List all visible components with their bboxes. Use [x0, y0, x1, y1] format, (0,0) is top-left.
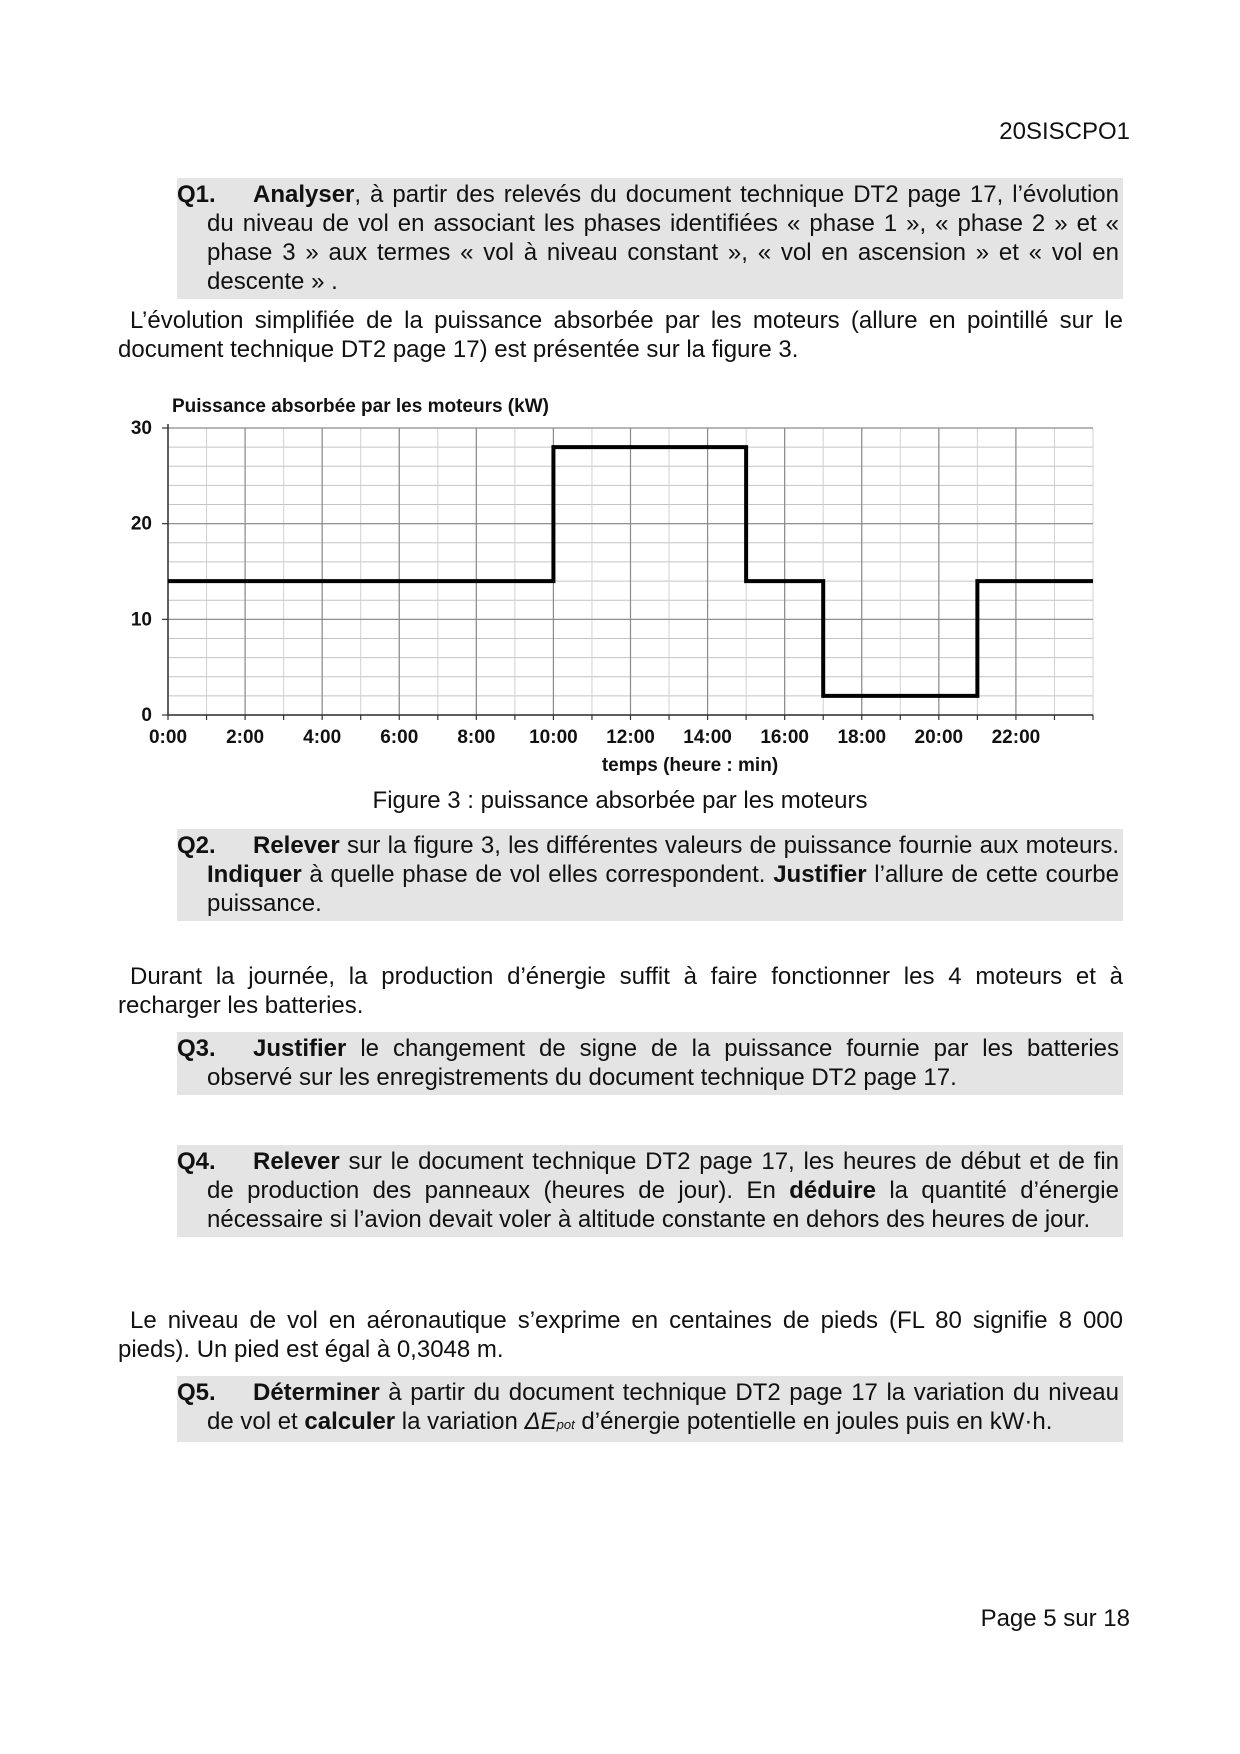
chart-xlabel: temps (heure : min) — [601, 755, 779, 776]
axes — [162, 424, 1093, 720]
y-tick-label: 30 — [130, 418, 152, 439]
question-q5 — [177, 1376, 1123, 1442]
question-text: , à partir des relevés du document technique DT2 page 17, l’évolution du niveau de vol en associant les phases identifiées « phase 1 », « phase 2 » et « phase 3 » aux termes « vol à niveau constant », « vol en ascension » et « vol en descente » . — [207, 181, 1119, 295]
action-verb: Relever — [253, 1148, 340, 1175]
x-tick-label: 22:00 — [991, 727, 1041, 748]
document-code: 20SISCPO1 — [999, 118, 1130, 145]
action-verb: Indiquer — [207, 861, 302, 888]
action-verb: déduire — [789, 1177, 876, 1204]
paragraph-flight-level: Le niveau de vol en aéronautique s’exprime en centaines de pieds (FL 80 signifie 8 000 pieds). Un pied est égal à 0,3048 m. — [118, 1307, 1123, 1363]
question-q3 — [177, 1032, 1123, 1095]
energy-symbol-subscript: pot — [556, 1417, 575, 1432]
action-verb: Déterminer — [253, 1379, 380, 1406]
x-tick-label: 18:00 — [837, 727, 887, 748]
question-number: Q1. — [177, 181, 216, 208]
question-number: Q3. — [177, 1035, 216, 1062]
x-tick-label: 10:00 — [529, 727, 578, 748]
action-verb: Analyser — [253, 181, 355, 208]
x-tick-label: 20:00 — [914, 727, 964, 748]
action-verb: calculer — [304, 1408, 396, 1435]
paragraph-intro-figure: L’évolution simplifiée de la puissance absorbée par les moteurs (allure en pointillé sur le document technique DT2 page 17) est présentée sur la figure 3. — [118, 307, 1123, 363]
paragraph-energy: Durant la journée, la production d’énergie suffit à faire fonctionner les 4 moteurs et à recharger les batteries. — [118, 963, 1123, 1019]
x-tick-label: 6:00 — [380, 727, 419, 748]
x-tick-label: 0:00 — [148, 727, 188, 748]
figure-caption: Figure 3 : puissance absorbée par les moteurs — [372, 787, 868, 814]
grid-major — [168, 428, 1093, 715]
question-text: d’énergie potentielle en joules puis en kW·h. — [574, 1408, 1053, 1435]
question-q4 — [177, 1145, 1123, 1237]
question-text: le changement de signe de la puissance fournie par les batteries observé sur les enregistrements du document technique DT2 page 17. — [207, 1035, 1119, 1091]
x-tick-label: 12:00 — [606, 727, 655, 748]
page-number: Page 5 sur 18 — [980, 1605, 1130, 1632]
x-tick-label: 16:00 — [760, 727, 809, 748]
question-text: l’allure de cette courbe puissance. — [207, 861, 1119, 917]
y-tick-label: 0 — [141, 705, 152, 726]
action-verb: Justifier — [773, 861, 867, 888]
x-tick-label: 8:00 — [457, 727, 496, 748]
x-tick-label: 4:00 — [303, 727, 342, 748]
action-verb: Relever — [253, 832, 340, 859]
question-text: à partir du document technique DT2 page 17 la variation du niveau de vol et — [207, 1379, 1119, 1435]
question-number: Q4. — [177, 1148, 216, 1175]
y-tick-label: 10 — [130, 609, 152, 631]
question-text: sur la figure 3, les différentes valeurs de puissance fournie aux moteurs. — [339, 832, 1119, 859]
chart-title: Puissance absorbée par les moteurs (kW) — [172, 396, 549, 417]
x-tick-label: 14:00 — [683, 727, 732, 748]
action-verb: Justifier — [253, 1035, 347, 1062]
energy-symbol: ΔE — [524, 1408, 557, 1435]
question-text: à quelle phase de vol elles correspondent. — [301, 861, 774, 888]
question-text: la variation — [395, 1408, 525, 1435]
y-tick-label: 20 — [130, 513, 152, 535]
question-text: sur le document technique DT2 page 17, les heures de début et de fin de production des panneaux (heures de jour). En — [207, 1148, 1119, 1204]
power-chart — [0, 390, 1240, 780]
x-tick-label: 2:00 — [226, 727, 265, 748]
question-number: Q2. — [177, 832, 216, 859]
question-q2 — [177, 829, 1123, 921]
question-number: Q5. — [177, 1379, 216, 1406]
question-text: la quantité d’énergie nécessaire si l’avion devait voler à altitude constante en dehors des heures de jour. — [207, 1177, 1119, 1233]
question-q1 — [177, 178, 1123, 299]
